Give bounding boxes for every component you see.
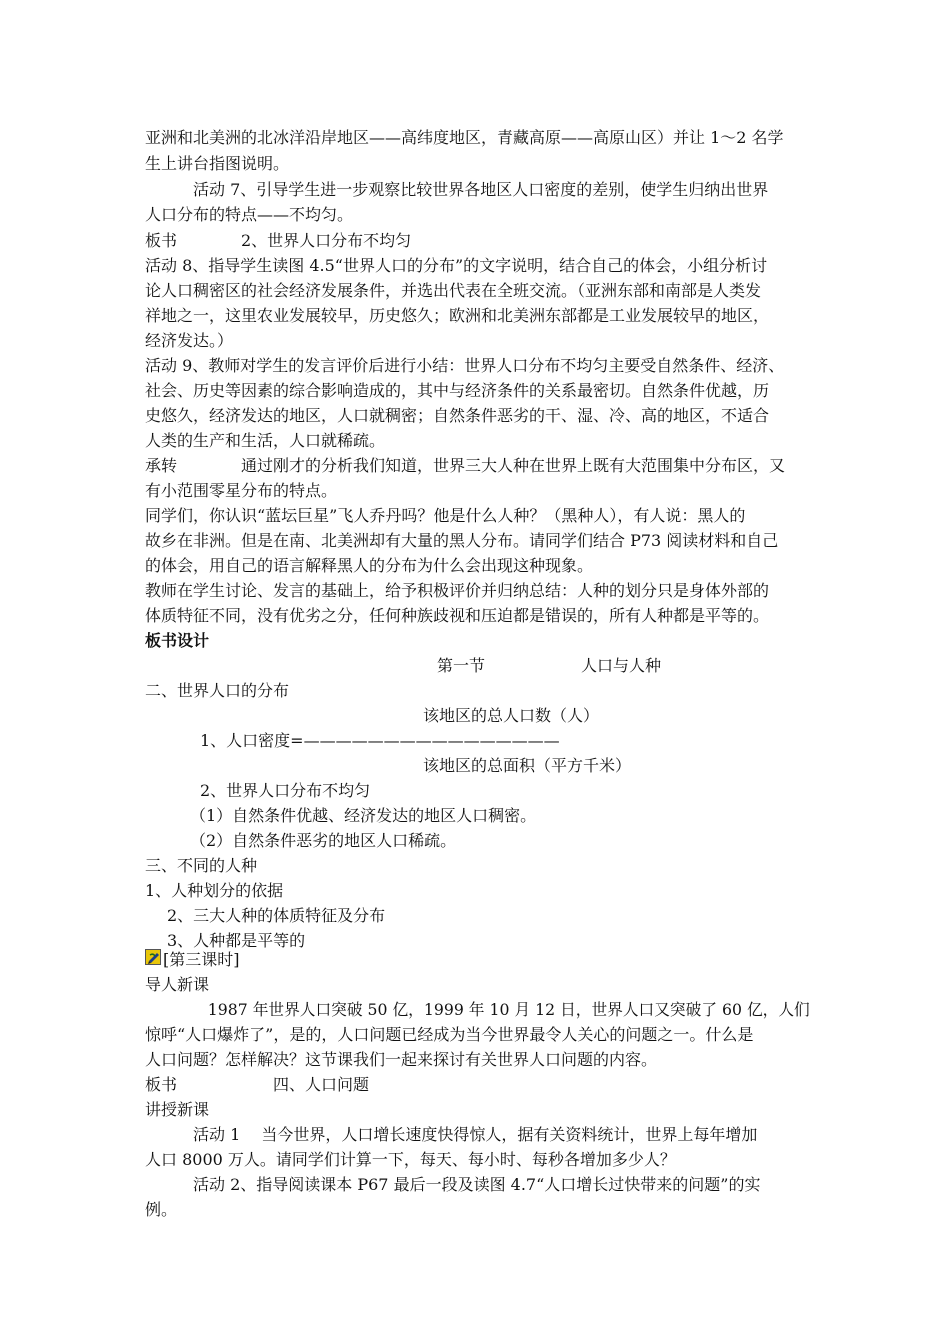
text-line: 板书 四、人口问题 — [145, 1075, 370, 1094]
text-line: 2、世界人口分布不均匀 — [200, 781, 371, 800]
text-line: 有小范围零星分布的特点。 — [145, 481, 338, 500]
text-line: 社会、历史等因素的综合影响造成的，其中与经济条件的关系最密切。自然条件优越，历 — [145, 381, 770, 400]
lesson-marker: [第三课时] — [163, 950, 240, 969]
text-line: 人类的生产和生活，人口就稀疏。 — [145, 431, 386, 450]
text-line: （2）自然条件恶劣的地区人口稀疏。 — [190, 831, 457, 850]
board-title: 第一节 人口与人种 — [437, 656, 662, 675]
text-line: 论人口稠密区的社会经济发展条件，并选出代表在全班交流。（亚洲东部和南部是人类发 — [145, 281, 762, 300]
formula-line: 1、人口密度=———————————————— — [200, 731, 560, 750]
text-line: 承转 通过刚才的分析我们知道，世界三大人种在世界上既有大范围集中分布区，又 — [145, 456, 786, 475]
text-line: 2、三大人种的体质特征及分布 — [167, 906, 386, 925]
text-line: 例。 — [145, 1200, 178, 1219]
text-line: 人口问题？怎样解决？这节课我们一起来探讨有关世界人口问题的内容。 — [145, 1050, 658, 1069]
text-line: 活动 1 当今世界，人口增长速度快得惊人，据有关资料统计，世界上每年增加 — [145, 1125, 758, 1144]
text-line: 史悠久，经济发达的地区，人口就稠密；自然条件恶劣的干、湿、冷、高的地区，不适合 — [145, 406, 770, 425]
text-line: 导人新课 — [145, 975, 210, 994]
text-line: 活动 2、指导阅读课本 P67 最后一段及读图 4.7“人口增长过快带来的问题”的实 — [145, 1175, 761, 1194]
text-line: 经济发达。） — [145, 331, 234, 350]
text-line: （1）自然条件优越、经济发达的地区人口稠密。 — [190, 806, 537, 825]
text-line: 1、人种划分的依据 — [145, 881, 284, 900]
text-line: 教师在学生讨论、发言的基础上，给予积极评价并归纳总结：人种的划分只是身体外部的 — [145, 581, 770, 600]
text-line: 活动 9、教师对学生的发言评价后进行小结：世界人口分布不均匀主要受自然条件、经济、 — [145, 356, 785, 375]
text-line: 3、人种都是平等的 — [167, 931, 306, 950]
section-heading: 板书设计 — [145, 631, 210, 650]
text-line: 1987 年世界人口突破 50 亿，1999 年 10 月 12 日，世界人口又突破了 60 亿，人们 — [145, 1000, 810, 1019]
text-line: 故乡在非洲。但是在南、北美洲却有大量的黑人分布。请同学们结合 P73 阅读材料和自己 — [145, 531, 779, 550]
text-line: 讲授新课 — [145, 1100, 210, 1119]
text-line: 惊呼“人口爆炸了”，是的，人口问题已经成为当今世界最令人关心的问题之一。什么是 — [145, 1025, 754, 1044]
text-line: 二、世界人口的分布 — [145, 681, 290, 700]
text-line: 活动 8、指导学生读图 4.5“世界人口的分布”的文字说明，结合自己的体会，小组分析讨 — [145, 256, 768, 275]
text-line: 活动 7、引导学生进一步观察比较世界各地区人口密度的差别，使学生归纳出世界 — [145, 180, 769, 199]
text-line: 三、不同的人种 — [145, 856, 258, 875]
text-line: 体质特征不同，没有优劣之分，任何种族歧视和压迫都是错误的，所有人种都是平等的。 — [145, 606, 770, 625]
text-line: 祥地之一，这里农业发展较早，历史悠久；欧洲和北美洲东部都是工业发展较早的地区， — [145, 306, 770, 325]
pencil-note-icon — [145, 949, 161, 965]
text-line: 的体会，用自己的语言解释黑人的分布为什么会出现这种现象。 — [145, 556, 594, 575]
text-line: 亚洲和北美洲的北冰洋沿岸地区——高纬度地区，青藏高原——高原山区）并让 1～2 名学 — [145, 128, 784, 147]
text-line: 人口分布的特点——不均匀。 — [145, 205, 354, 224]
text-line: 生上讲台指图说明。 — [145, 154, 290, 173]
text-line: 板书 2、世界人口分布不均匀 — [145, 231, 412, 250]
text-line: 同学们，你认识“蓝坛巨星”飞人乔丹吗？他是什么人种？（黑种人），有人说：黑人的 — [145, 506, 746, 525]
formula-denominator: 该地区的总面积（平方千米） — [423, 756, 632, 775]
formula-numerator: 该地区的总人口数（人） — [423, 706, 600, 725]
text-line: 人口 8000 万人。请同学们计算一下，每天、每小时、每秒各增加多少人？ — [145, 1150, 676, 1169]
